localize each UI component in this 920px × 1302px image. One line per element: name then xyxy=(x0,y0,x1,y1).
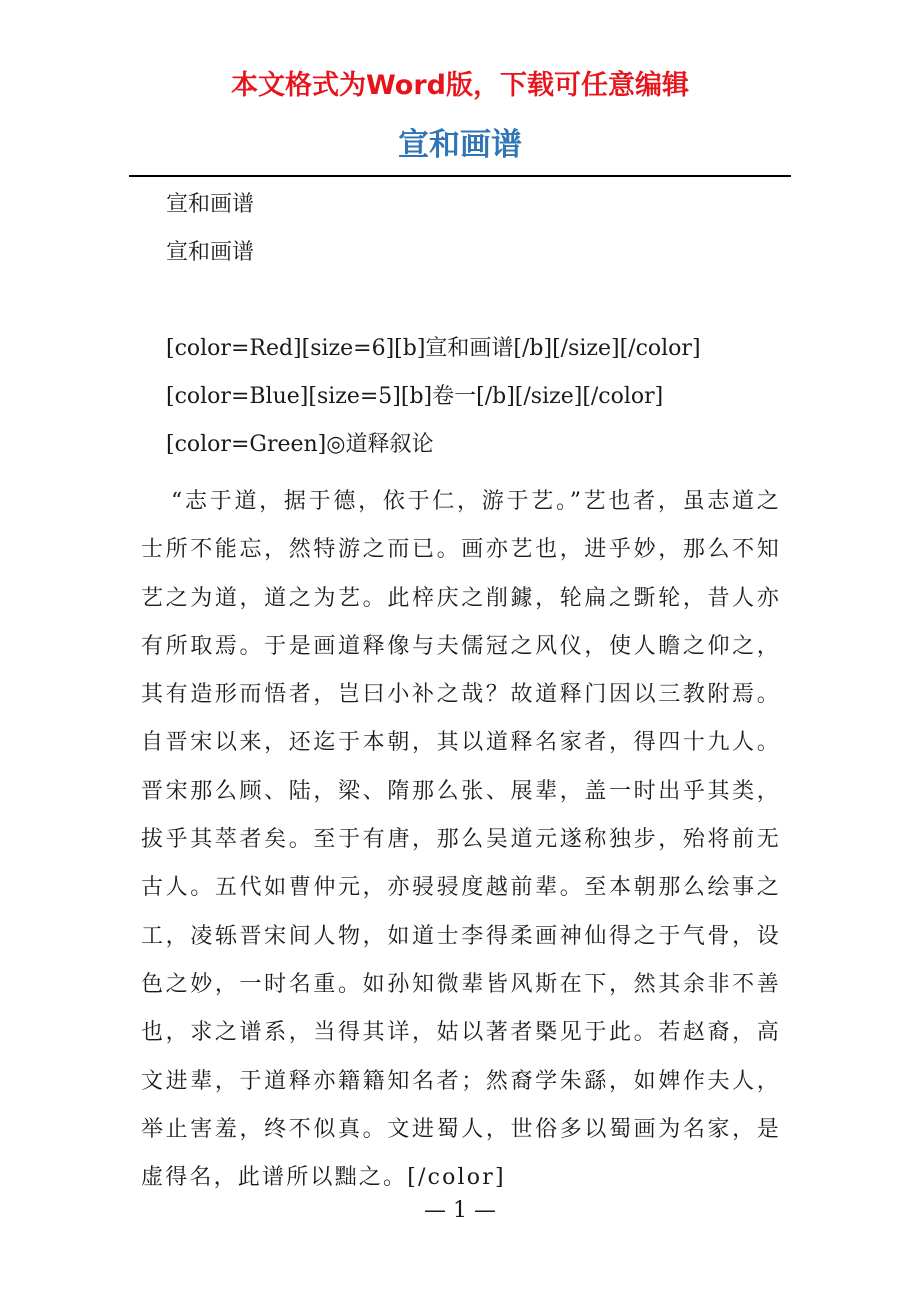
markup-volume-line: [color=Blue][size=5][b]卷一[/b][/size][/color] xyxy=(166,384,664,409)
subtitle-line: 宣和画谱 xyxy=(166,240,255,265)
header-divider xyxy=(129,175,791,177)
markup-title-line: [color=Red][size=6][b]宣和画谱[/b][/size][/color] xyxy=(166,336,701,361)
subtitle-line: 宣和画谱 xyxy=(166,192,255,217)
body-paragraph: “志于道，据于德，依于仁，游于艺。”艺也者，虽志道之士所不能忘，然特游之而已。画亦艺也，进乎妙，那么不知艺之为道，道之为艺。此梓庆之削鐻，轮扁之斲轮，昔人亦有所取焉。于是画道释像与夫儒冠之风仪，使人瞻之仰之，其有造形而悟者，岂曰小补之哉？故道释门因以三教附焉。自晋宋以来，还迄于本朝，其以道释名家者，得四十九人。晋宋那么顾、陆，梁、隋那么张、展辈，盖一时出乎其类，拔乎其萃者矣。至于有唐，那么吴道元遂称独步，殆将前无古人。五代如曹仲元，亦骎骎度越前辈。至本朝那么绘事之工，凌轹晋宋间人物，如道士李得柔画神仙得之于气骨，设色之妙，一时名重。如孙知微辈皆风斯在下，然其余非不善也，求之谱系，当得其详，姑以著者槩见于此。若赵裔，高文进辈，于道释亦籍籍知名者；然裔学朱繇，如婢作夫人，举止害羞，终不似真。文进蜀人，世俗多以蜀画为名家，是虚得名，此谱所以黜之。[/color] xyxy=(141,489,781,1191)
page-number: — 1 — xyxy=(424,1198,496,1223)
format-notice-banner: 本文格式为Word版，下载可任意编辑 xyxy=(230,70,689,101)
markup-section-line: [color=Green]◎道释叙论 xyxy=(166,432,434,457)
document-title: 宣和画谱 xyxy=(398,127,522,163)
